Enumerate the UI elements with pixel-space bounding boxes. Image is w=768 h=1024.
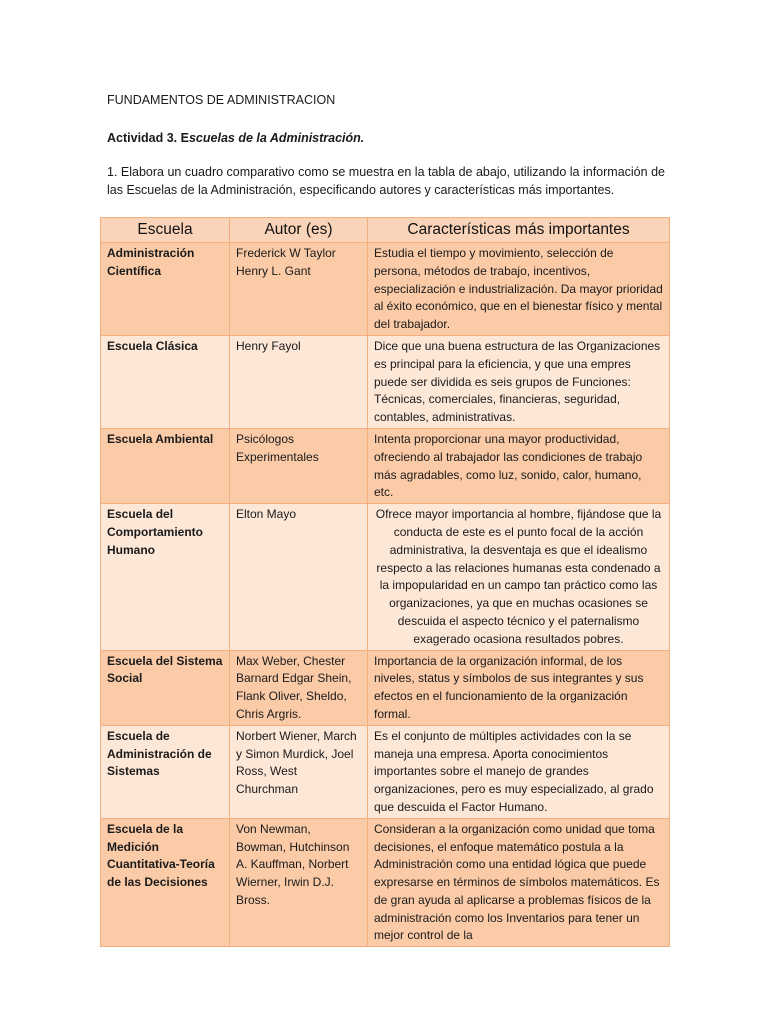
table-header-row: [101, 218, 670, 243]
cell-escuela: Escuela del Comportamiento Humano: [101, 504, 230, 650]
header-caracteristicas: Características más importantes: [368, 218, 670, 243]
comparison-table: [100, 217, 670, 947]
cell-autor: Max Weber, Chester Barnard Edgar Shein, Flank Oliver, Sheldo, Chris Argris.: [230, 650, 368, 725]
table-row: [101, 818, 670, 947]
cell-autor: Psicólogos Experimentales: [230, 428, 368, 503]
table-row: [101, 243, 670, 336]
cell-caracteristicas: Ofrece mayor importancia al hombre, fijándose que la conducta de este es el punto focal de la acción administrativa, la desventaja es que el idealismo respecto a las relaciones humanas esta condenado a la impopularidad en un campo tan práctico como las organizaciones, ya que en muchas ocasiones se descuida el aspecto técnico y el paternalismo exagerado ocasiona resultados pobres.: [368, 504, 670, 650]
cell-autor: Von Newman, Bowman, Hutchinson A. Kauffman, Norbert Wierner, Irwin D.J. Bross.: [230, 818, 368, 947]
activity-label: Actividad 3. E: [107, 131, 189, 145]
cell-autor: Henry Fayol: [230, 335, 368, 428]
cell-autor: Frederick W Taylor Henry L. Gant: [230, 243, 368, 336]
activity-heading: [107, 131, 364, 145]
table-row: [101, 725, 670, 818]
cell-escuela: Administración Científica: [101, 243, 230, 336]
cell-escuela: Escuela Clásica: [101, 335, 230, 428]
cell-caracteristicas: Consideran a la organización como unidad que toma decisiones, el enfoque matemático postula a la Administración como una entidad lógica que puede expresarse en términos de símbolos matemáticos. Es de gran ayuda al aplicarse a problemas físicos de la administración como los Inventarios para tener un mejor control de la: [368, 818, 670, 947]
cell-caracteristicas: Es el conjunto de múltiples actividades con la se maneja una empresa. Aporta conocimientos importantes sobre el manejo de grandes organizaciones, pero es muy especializado, al grado que descuida el Factor Humano.: [368, 725, 670, 818]
document-title: FUNDAMENTOS DE ADMINISTRACION: [107, 93, 336, 107]
table-row: [101, 504, 670, 650]
instruction-paragraph: [107, 163, 667, 199]
table-row: [101, 650, 670, 725]
table-row: [101, 428, 670, 503]
table-row: [101, 335, 670, 428]
cell-escuela: Escuela del Sistema Social: [101, 650, 230, 725]
cell-autor: Elton Mayo: [230, 504, 368, 650]
cell-autor: Norbert Wiener, March y Simon Murdick, Joel Ross, West Churchman: [230, 725, 368, 818]
cell-escuela: Escuela de la Medición Cuantitativa-Teoría de las Decisiones: [101, 818, 230, 947]
cell-caracteristicas: Estudia el tiempo y movimiento, selección de persona, métodos de trabajo, incentivos, especialización e industrialización. Da mayor prioridad al éxito económico, que en el bienestar físico y mental del trabajador.: [368, 243, 670, 336]
activity-italic: scuelas de la Administración.: [188, 131, 365, 145]
instruction-text: un cuadro comparativo como se muestra en la tabla de abajo, utilizando la información de las Escuelas de la Administración, especificando autores y características más importantes.: [107, 165, 665, 197]
header-escuela: Escuela: [101, 218, 230, 243]
cell-caracteristicas: Dice que una buena estructura de las Organizaciones es principal para la eficiencia, y que una empres puede ser dividida es seis grupos de Funciones: Técnicas, comerciales, financieras, seguridad, contables, administrativas.: [368, 335, 670, 428]
cell-caracteristicas: Intenta proporcionar una mayor productividad, ofreciendo al trabajador las condiciones de trabajo más agradables, como luz, sonido, calor, humano, etc.: [368, 428, 670, 503]
cell-escuela: Escuela Ambiental: [101, 428, 230, 503]
cell-escuela: Escuela de Administración de Sistemas: [101, 725, 230, 818]
header-autor: Autor (es): [230, 218, 368, 243]
cell-caracteristicas: Importancia de la organización informal, de los niveles, status y símbolos de sus integrantes y sus efectos en el funcionamiento de la organización formal.: [368, 650, 670, 725]
instruction-number: 1. Elabora: [107, 165, 164, 179]
